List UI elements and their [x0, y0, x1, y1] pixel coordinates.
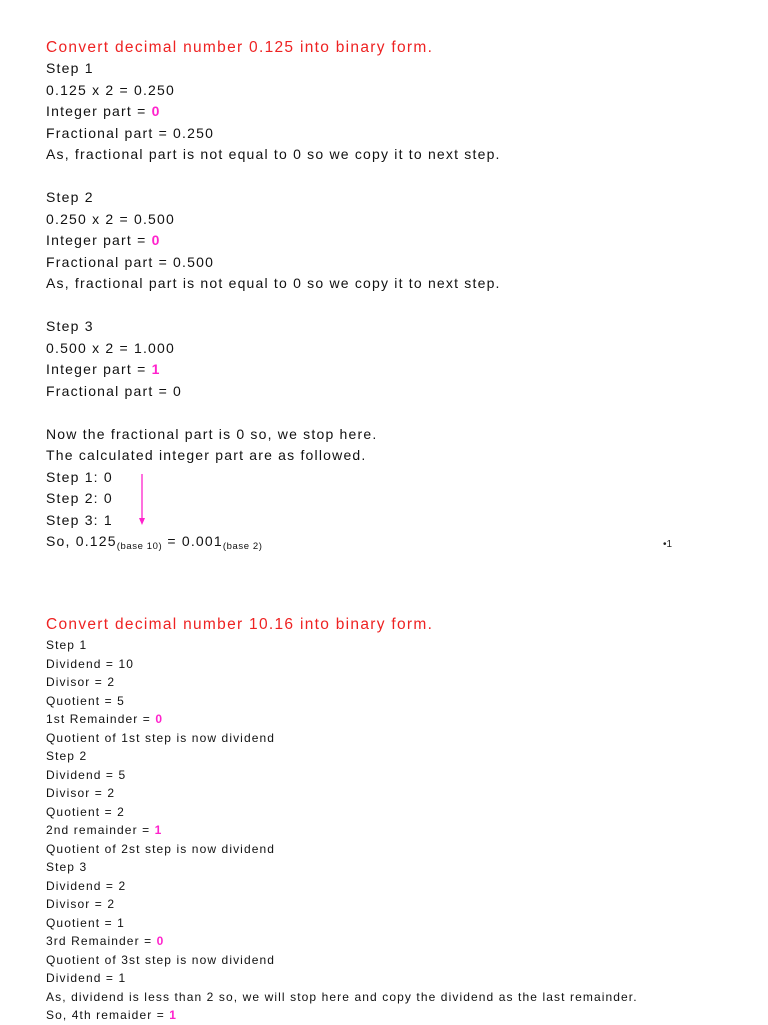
text-line: Quotient of 1st step is now dividend	[46, 730, 276, 745]
text-line: Now the fractional part is 0 so, we stop here.	[46, 425, 378, 442]
text-line: Step 2	[46, 749, 88, 763]
result-line: So, $0.125_{(base 10)} = 0.001_{(base 2)}$	[46, 533, 263, 552]
highlighted-digit: 0	[156, 934, 165, 948]
text-line: Quotient of 3st step is now dividend	[46, 952, 276, 967]
text-line: 0.250 x 2 = 0.500	[46, 210, 175, 227]
text-line: The calculated integer part are as followed.	[46, 447, 367, 463]
blank-line	[46, 402, 746, 424]
text-line: Fractional part = 0	[46, 382, 183, 399]
text-line: Step 3	[46, 318, 94, 334]
text-line: Dividend = 10	[46, 656, 135, 671]
line-label: 2nd remainder =	[46, 823, 155, 837]
text-line: Step 2: 0	[46, 490, 113, 506]
text-line: Step 1	[46, 60, 94, 76]
text-line	[46, 101, 746, 123]
text-line: Divisor = 2	[46, 675, 116, 689]
line-label: Integer part =	[46, 361, 152, 377]
text-line: As, dividend is less than 2 so, we will stop here and copy the dividend as the last remainder.	[46, 989, 638, 1004]
text-line: Step 3: 1	[46, 511, 113, 528]
section-decimal-fraction	[46, 38, 746, 553]
text-line	[46, 359, 746, 381]
text-line: Dividend = 5	[46, 767, 127, 782]
text-line	[46, 1006, 746, 1025]
highlighted-digit: 0	[151, 232, 161, 248]
step-lines	[46, 636, 746, 1025]
blank-line	[46, 166, 746, 188]
highlighted-digit: 0	[151, 103, 161, 119]
text-line: Divisor = 2	[46, 786, 116, 800]
line-label: Integer part =	[46, 103, 152, 119]
section-title: Convert decimal number 0.125 into binary form.	[46, 39, 434, 56]
line-label: 3rd Remainder =	[46, 934, 157, 948]
text-line: Fractional part = 0.500	[46, 253, 215, 270]
highlighted-digit: 1	[154, 823, 163, 837]
text-line	[46, 932, 746, 951]
text-line: Quotient = 5	[46, 693, 125, 708]
text-line: 0.500 x 2 = 1.000	[46, 339, 175, 356]
text-line: 0.125 x 2 = 0.250	[46, 81, 175, 98]
down-arrow-icon	[138, 474, 146, 526]
text-line: Dividend = 1	[46, 971, 127, 985]
highlighted-digit: 1	[169, 1008, 178, 1022]
step-lines	[46, 58, 746, 531]
text-line	[46, 230, 746, 252]
text-line: Quotient = 1	[46, 915, 125, 930]
text-line: As, fractional part is not equal to 0 so we copy it to next step.	[46, 146, 501, 162]
text-line	[46, 710, 746, 729]
text-line: Quotient = 2	[46, 804, 125, 819]
section-title: Convert decimal number 10.16 into binary form.	[46, 616, 434, 633]
section-decimal-integer	[46, 615, 746, 1025]
text-line: As, fractional part is not equal to 0 so we copy it to next step.	[46, 275, 501, 291]
text-line: Step 1: 0	[46, 468, 113, 485]
text-line: Step 2	[46, 189, 94, 205]
text-line	[46, 821, 746, 840]
text-line: Quotient of 2st step is now dividend	[46, 841, 276, 856]
text-line: Step 1	[46, 638, 88, 652]
line-label: 1st Remainder =	[46, 712, 156, 726]
line-label: So, 4th remaider =	[46, 1008, 170, 1022]
text-line: Fractional part = 0.250	[46, 124, 215, 141]
page-marker: •1	[663, 539, 673, 550]
text-line: Step 3	[46, 860, 88, 874]
highlighted-digit: 1	[151, 361, 161, 377]
line-label: Integer part =	[46, 232, 152, 248]
blank-line	[46, 295, 746, 317]
highlighted-digit: 0	[155, 712, 164, 726]
text-line: Divisor = 2	[46, 897, 116, 911]
text-line: Dividend = 2	[46, 878, 127, 893]
